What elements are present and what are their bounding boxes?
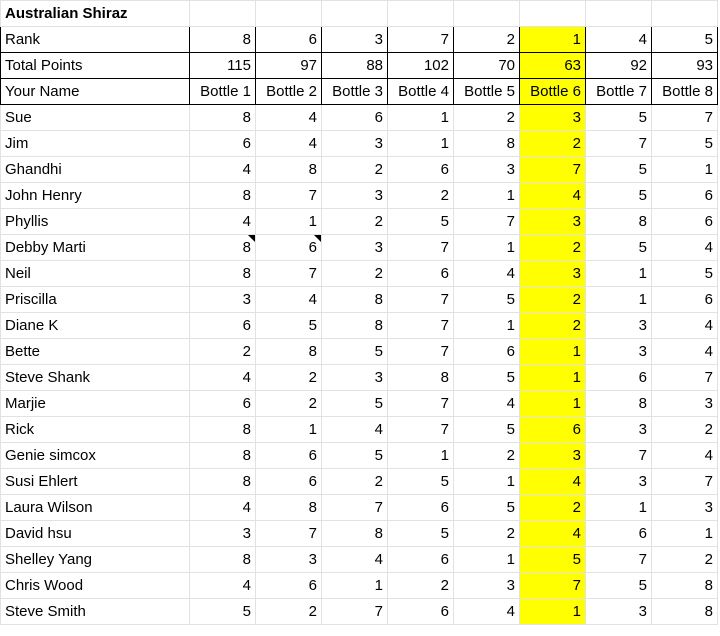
- score-cell[interactable]: 3: [322, 131, 388, 157]
- score-cell[interactable]: 5: [520, 547, 586, 573]
- score-cell[interactable]: 2: [520, 287, 586, 313]
- table-row: [1, 235, 718, 261]
- names-cell[interactable]: Bottle 3: [322, 79, 388, 105]
- score-cell[interactable]: 7: [586, 547, 652, 573]
- sheet-title-cell[interactable]: Australian Shiraz: [1, 1, 190, 27]
- taster-name-cell[interactable]: Ghandhi: [1, 157, 190, 183]
- score-cell[interactable]: 3: [586, 599, 652, 625]
- score-cell[interactable]: 4: [190, 209, 256, 235]
- empty-cell[interactable]: [586, 1, 652, 27]
- taster-name-cell[interactable]: John Henry: [1, 183, 190, 209]
- table-row: [1, 521, 718, 547]
- table-row: [1, 157, 718, 183]
- total-cell[interactable]: 70: [454, 53, 520, 79]
- score-cell[interactable]: 3: [190, 521, 256, 547]
- score-cell[interactable]: 6: [322, 105, 388, 131]
- score-cell[interactable]: 3: [256, 547, 322, 573]
- rank-row: [1, 27, 718, 53]
- total-cell[interactable]: 102: [388, 53, 454, 79]
- score-cell[interactable]: 2: [652, 417, 718, 443]
- score-cell[interactable]: 2: [190, 339, 256, 365]
- score-cell[interactable]: 4: [322, 417, 388, 443]
- table-row: [1, 391, 718, 417]
- score-cell[interactable]: 3: [586, 469, 652, 495]
- score-cell[interactable]: 5: [652, 131, 718, 157]
- score-cell[interactable]: 1: [454, 183, 520, 209]
- taster-name-cell[interactable]: Debby Marti: [1, 235, 190, 261]
- score-cell[interactable]: 2: [520, 131, 586, 157]
- empty-cell[interactable]: [388, 1, 454, 27]
- score-cell[interactable]: 4: [322, 547, 388, 573]
- score-cell[interactable]: 8: [190, 547, 256, 573]
- score-cell[interactable]: 7: [256, 261, 322, 287]
- score-cell[interactable]: 4: [454, 261, 520, 287]
- total-cell[interactable]: 97: [256, 53, 322, 79]
- score-cell[interactable]: 6: [388, 261, 454, 287]
- score-cell[interactable]: 8: [190, 443, 256, 469]
- taster-name-cell[interactable]: Genie simcox: [1, 443, 190, 469]
- score-cell[interactable]: 5: [586, 573, 652, 599]
- score-cell[interactable]: 6: [388, 599, 454, 625]
- score-cell[interactable]: 7: [322, 599, 388, 625]
- score-cell[interactable]: 8: [190, 183, 256, 209]
- taster-name-cell[interactable]: Bette: [1, 339, 190, 365]
- taster-name-cell[interactable]: Steve Shank: [1, 365, 190, 391]
- score-cell[interactable]: 1: [586, 287, 652, 313]
- taster-name-cell[interactable]: Chris Wood: [1, 573, 190, 599]
- total-row: [1, 53, 718, 79]
- names-cell[interactable]: Bottle 6: [520, 79, 586, 105]
- score-cell[interactable]: 7: [388, 417, 454, 443]
- score-cell[interactable]: 8: [322, 521, 388, 547]
- score-cell[interactable]: 4: [652, 235, 718, 261]
- empty-cell[interactable]: [190, 1, 256, 27]
- score-cell[interactable]: 1: [520, 391, 586, 417]
- score-cell[interactable]: 4: [256, 287, 322, 313]
- score-cell[interactable]: 8: [190, 235, 256, 261]
- score-cell[interactable]: 2: [520, 495, 586, 521]
- taster-name-cell[interactable]: Susi Ehlert: [1, 469, 190, 495]
- title-row: [1, 1, 718, 27]
- rank-cell[interactable]: 3: [322, 27, 388, 53]
- score-cell[interactable]: 4: [190, 365, 256, 391]
- score-cell[interactable]: 7: [520, 157, 586, 183]
- score-cell[interactable]: 5: [388, 469, 454, 495]
- score-cell[interactable]: 8: [388, 365, 454, 391]
- score-cell[interactable]: 5: [388, 521, 454, 547]
- score-cell[interactable]: 2: [322, 469, 388, 495]
- score-cell[interactable]: 6: [586, 521, 652, 547]
- rank-cell[interactable]: 6: [256, 27, 322, 53]
- score-cell[interactable]: 4: [520, 521, 586, 547]
- taster-name-cell[interactable]: Diane K: [1, 313, 190, 339]
- names-cell[interactable]: Bottle 2: [256, 79, 322, 105]
- score-cell[interactable]: 1: [454, 547, 520, 573]
- total-cell[interactable]: 88: [322, 53, 388, 79]
- score-cell[interactable]: 2: [322, 209, 388, 235]
- score-cell[interactable]: 6: [586, 365, 652, 391]
- score-cell[interactable]: 7: [652, 469, 718, 495]
- score-cell[interactable]: 7: [322, 495, 388, 521]
- score-cell[interactable]: 1: [388, 131, 454, 157]
- score-cell[interactable]: 2: [256, 365, 322, 391]
- score-cell[interactable]: 3: [322, 183, 388, 209]
- table-row: [1, 443, 718, 469]
- names-row: [1, 79, 718, 105]
- score-cell[interactable]: 5: [454, 365, 520, 391]
- table-row: [1, 547, 718, 573]
- score-cell[interactable]: 2: [388, 573, 454, 599]
- rank-cell[interactable]: 4: [586, 27, 652, 53]
- score-cell[interactable]: 8: [454, 131, 520, 157]
- score-cell[interactable]: 1: [586, 261, 652, 287]
- score-cell[interactable]: 2: [520, 313, 586, 339]
- score-cell[interactable]: 7: [652, 365, 718, 391]
- score-cell[interactable]: 4: [190, 495, 256, 521]
- score-cell[interactable]: 3: [520, 443, 586, 469]
- score-cell[interactable]: 5: [388, 209, 454, 235]
- names-cell[interactable]: Bottle 5: [454, 79, 520, 105]
- names-cell[interactable]: Bottle 1: [190, 79, 256, 105]
- score-cell[interactable]: 7: [256, 521, 322, 547]
- score-cell[interactable]: 1: [520, 599, 586, 625]
- table-row: [1, 599, 718, 625]
- table-row: [1, 339, 718, 365]
- table-row: [1, 183, 718, 209]
- score-cell[interactable]: 3: [652, 391, 718, 417]
- total-label-cell[interactable]: Total Points: [1, 53, 190, 79]
- score-cell[interactable]: 2: [256, 391, 322, 417]
- score-cell[interactable]: 2: [322, 261, 388, 287]
- score-cell[interactable]: 1: [388, 443, 454, 469]
- score-cell[interactable]: 8: [586, 391, 652, 417]
- score-cell[interactable]: 5: [652, 261, 718, 287]
- score-cell[interactable]: 7: [652, 105, 718, 131]
- taster-name-cell[interactable]: Laura Wilson: [1, 495, 190, 521]
- score-cell[interactable]: 6: [190, 313, 256, 339]
- score-cell[interactable]: 3: [454, 573, 520, 599]
- score-cell[interactable]: 6: [256, 573, 322, 599]
- score-cell[interactable]: 8: [652, 599, 718, 625]
- score-cell[interactable]: 8: [256, 339, 322, 365]
- taster-name-cell[interactable]: Priscilla: [1, 287, 190, 313]
- score-cell[interactable]: 7: [388, 391, 454, 417]
- empty-cell[interactable]: [256, 1, 322, 27]
- names-label-cell[interactable]: Your Name: [1, 79, 190, 105]
- score-cell[interactable]: 5: [586, 105, 652, 131]
- empty-cell[interactable]: [322, 1, 388, 27]
- score-cell[interactable]: 8: [322, 287, 388, 313]
- score-cell[interactable]: 8: [256, 157, 322, 183]
- score-cell[interactable]: 5: [454, 417, 520, 443]
- score-cell[interactable]: 8: [190, 469, 256, 495]
- total-cell[interactable]: 93: [652, 53, 718, 79]
- names-cell[interactable]: Bottle 7: [586, 79, 652, 105]
- score-cell[interactable]: 7: [586, 443, 652, 469]
- score-cell[interactable]: 4: [652, 339, 718, 365]
- score-cell[interactable]: 3: [322, 235, 388, 261]
- score-cell[interactable]: 2: [322, 157, 388, 183]
- score-cell[interactable]: 4: [454, 391, 520, 417]
- table-row: [1, 573, 718, 599]
- score-cell[interactable]: 6: [256, 235, 322, 261]
- rank-cell[interactable]: 7: [388, 27, 454, 53]
- score-cell[interactable]: 8: [190, 417, 256, 443]
- names-cell[interactable]: Bottle 4: [388, 79, 454, 105]
- score-cell[interactable]: 1: [586, 495, 652, 521]
- score-cell[interactable]: 3: [190, 287, 256, 313]
- score-cell[interactable]: 7: [256, 183, 322, 209]
- score-cell[interactable]: 1: [454, 313, 520, 339]
- table-row: [1, 131, 718, 157]
- score-cell[interactable]: 3: [586, 339, 652, 365]
- table-row: [1, 469, 718, 495]
- rank-cell[interactable]: 8: [190, 27, 256, 53]
- table-row: [1, 417, 718, 443]
- score-cell[interactable]: 1: [454, 235, 520, 261]
- score-cell[interactable]: 4: [520, 469, 586, 495]
- score-cell[interactable]: 6: [652, 183, 718, 209]
- score-cell[interactable]: 7: [388, 235, 454, 261]
- table-row: [1, 495, 718, 521]
- score-cell[interactable]: 2: [520, 235, 586, 261]
- score-cell[interactable]: 5: [322, 443, 388, 469]
- score-cell[interactable]: 7: [520, 573, 586, 599]
- taster-name-cell[interactable]: Jim: [1, 131, 190, 157]
- rank-cell[interactable]: 1: [520, 27, 586, 53]
- score-cell[interactable]: 6: [388, 547, 454, 573]
- score-cell[interactable]: 4: [190, 573, 256, 599]
- score-cell[interactable]: 1: [256, 209, 322, 235]
- score-cell[interactable]: 1: [520, 365, 586, 391]
- score-cell[interactable]: 7: [388, 339, 454, 365]
- score-cell[interactable]: 6: [652, 287, 718, 313]
- score-cell[interactable]: 2: [454, 443, 520, 469]
- empty-cell[interactable]: [520, 1, 586, 27]
- table-row: [1, 365, 718, 391]
- score-cell[interactable]: 6: [256, 469, 322, 495]
- score-cell[interactable]: 4: [256, 105, 322, 131]
- score-cell[interactable]: 3: [586, 313, 652, 339]
- score-cell[interactable]: 5: [454, 287, 520, 313]
- taster-name-cell[interactable]: Neil: [1, 261, 190, 287]
- score-cell[interactable]: 3: [520, 261, 586, 287]
- score-cell[interactable]: 6: [190, 131, 256, 157]
- score-cell[interactable]: 6: [454, 339, 520, 365]
- score-cell[interactable]: 3: [652, 495, 718, 521]
- score-cell[interactable]: 8: [256, 495, 322, 521]
- score-cell[interactable]: 5: [454, 495, 520, 521]
- score-cell[interactable]: 1: [322, 573, 388, 599]
- taster-name-cell[interactable]: Phyllis: [1, 209, 190, 235]
- score-cell[interactable]: 1: [256, 417, 322, 443]
- total-cell[interactable]: 63: [520, 53, 586, 79]
- score-cell[interactable]: 8: [652, 573, 718, 599]
- table-row: [1, 105, 718, 131]
- score-cell[interactable]: 3: [322, 365, 388, 391]
- score-cell[interactable]: 4: [652, 443, 718, 469]
- score-cell[interactable]: 3: [520, 105, 586, 131]
- score-cell[interactable]: 1: [652, 521, 718, 547]
- score-cell[interactable]: 7: [388, 313, 454, 339]
- score-cell[interactable]: 2: [454, 521, 520, 547]
- total-cell[interactable]: 115: [190, 53, 256, 79]
- rank-cell[interactable]: 5: [652, 27, 718, 53]
- score-cell[interactable]: 4: [454, 599, 520, 625]
- score-cell[interactable]: 1: [520, 339, 586, 365]
- score-cell[interactable]: 6: [256, 443, 322, 469]
- score-cell[interactable]: 3: [454, 157, 520, 183]
- table-row: [1, 313, 718, 339]
- score-cell[interactable]: 5: [586, 183, 652, 209]
- score-cell[interactable]: 8: [586, 209, 652, 235]
- score-cell[interactable]: 7: [388, 287, 454, 313]
- score-cell[interactable]: 2: [256, 599, 322, 625]
- score-cell[interactable]: 2: [388, 183, 454, 209]
- score-cell[interactable]: 5: [256, 313, 322, 339]
- score-cell[interactable]: 2: [652, 547, 718, 573]
- score-cell[interactable]: 6: [652, 209, 718, 235]
- taster-name-cell[interactable]: Sue: [1, 105, 190, 131]
- empty-cell[interactable]: [652, 1, 718, 27]
- score-cell[interactable]: 3: [520, 209, 586, 235]
- total-cell[interactable]: 92: [586, 53, 652, 79]
- score-cell[interactable]: 5: [190, 599, 256, 625]
- taster-name-cell[interactable]: Steve Smith: [1, 599, 190, 625]
- score-cell[interactable]: 4: [256, 131, 322, 157]
- score-cell[interactable]: 1: [388, 105, 454, 131]
- score-cell[interactable]: 1: [652, 157, 718, 183]
- score-cell[interactable]: 5: [322, 339, 388, 365]
- score-cell[interactable]: 2: [454, 105, 520, 131]
- score-cell[interactable]: 5: [586, 157, 652, 183]
- score-cell[interactable]: 6: [388, 157, 454, 183]
- score-cell[interactable]: 6: [190, 391, 256, 417]
- score-cell[interactable]: 3: [586, 417, 652, 443]
- score-cell[interactable]: 8: [190, 105, 256, 131]
- score-cell[interactable]: 4: [652, 313, 718, 339]
- taster-name-cell[interactable]: Rick: [1, 417, 190, 443]
- taster-name-cell[interactable]: David hsu: [1, 521, 190, 547]
- score-cell[interactable]: 7: [586, 131, 652, 157]
- table-row: [1, 261, 718, 287]
- score-cell[interactable]: 6: [520, 417, 586, 443]
- score-cell[interactable]: 4: [190, 157, 256, 183]
- score-cell[interactable]: 4: [520, 183, 586, 209]
- score-cell[interactable]: 6: [388, 495, 454, 521]
- names-cell[interactable]: Bottle 8: [652, 79, 718, 105]
- score-cell[interactable]: 1: [454, 469, 520, 495]
- grid-body: [1, 1, 718, 625]
- empty-cell[interactable]: [454, 1, 520, 27]
- table-row: [1, 209, 718, 235]
- table-row: [1, 287, 718, 313]
- score-cell[interactable]: 5: [322, 391, 388, 417]
- score-cell[interactable]: 5: [586, 235, 652, 261]
- score-cell[interactable]: 8: [190, 261, 256, 287]
- taster-name-cell[interactable]: Shelley Yang: [1, 547, 190, 573]
- rank-cell[interactable]: 2: [454, 27, 520, 53]
- score-cell[interactable]: 7: [454, 209, 520, 235]
- rank-label-cell[interactable]: Rank: [1, 27, 190, 53]
- taster-name-cell[interactable]: Marjie: [1, 391, 190, 417]
- score-cell[interactable]: 8: [322, 313, 388, 339]
